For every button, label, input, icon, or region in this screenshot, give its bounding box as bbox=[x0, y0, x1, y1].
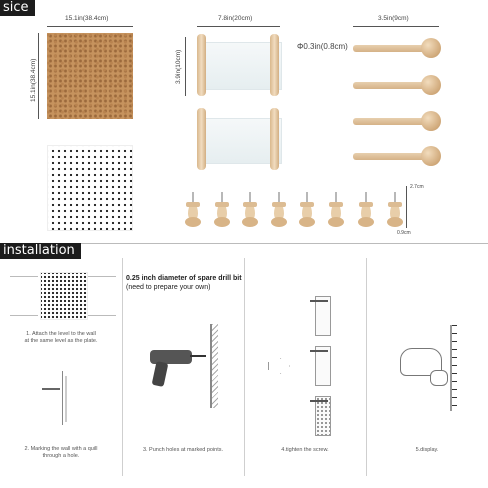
shelf-width-dimension-line bbox=[197, 26, 280, 27]
push-pin-6 bbox=[326, 192, 346, 224]
shelf-width-label: 7.8in(20cm) bbox=[218, 15, 253, 22]
step1-caption: 1. Attach the level to the wall at the same level as the plate. bbox=[24, 331, 98, 344]
shelf-height-label: 3.9in(10cm) bbox=[175, 49, 182, 84]
peg-length-label: 3.5in(9cm) bbox=[378, 15, 409, 22]
pin-height-dimension-line bbox=[406, 186, 407, 228]
pin-height-label: 2.7cm bbox=[410, 184, 424, 190]
cork-height-dimension-line bbox=[38, 33, 39, 119]
installation-section-tag: installation bbox=[0, 243, 81, 259]
push-pin-7 bbox=[356, 192, 376, 224]
step3-caption: 3. Punch holes at marked points. bbox=[142, 447, 224, 453]
cork-width-dimension-line bbox=[47, 26, 133, 27]
push-pin-8 bbox=[385, 192, 405, 224]
peg-diameter-label: Φ0.3in(0.8cm) bbox=[297, 42, 348, 51]
step-divider-3 bbox=[366, 258, 367, 476]
push-pin-5 bbox=[297, 192, 317, 224]
drill-bit-note: 0.25 inch diameter of spare drill bit (need to prepare your own) bbox=[126, 275, 242, 291]
peg-length-dimension-line bbox=[353, 26, 439, 27]
push-pin-3 bbox=[240, 192, 260, 224]
size-section-tag: sice bbox=[0, 0, 35, 16]
step2-caption: 2. Marking the wall with a quill through a hole. bbox=[24, 446, 98, 459]
push-pin-2 bbox=[212, 192, 232, 224]
push-pin-1 bbox=[183, 192, 203, 224]
shelf-height-dimension-line bbox=[185, 37, 186, 96]
cork-width-label: 15.1in(38.4cm) bbox=[65, 15, 109, 22]
cork-board-image bbox=[47, 33, 133, 119]
step4-caption: 4.tighten the screw. bbox=[281, 447, 329, 453]
push-pin-4 bbox=[269, 192, 289, 224]
step-divider-2 bbox=[244, 258, 245, 476]
step-divider-1 bbox=[122, 258, 123, 476]
step5-caption: 5.display. bbox=[415, 447, 439, 453]
pin-width-label: 0.9cm bbox=[397, 230, 411, 236]
cork-height-label: 15.1in(38.4cm) bbox=[30, 58, 37, 102]
pegboard-image bbox=[47, 145, 133, 231]
